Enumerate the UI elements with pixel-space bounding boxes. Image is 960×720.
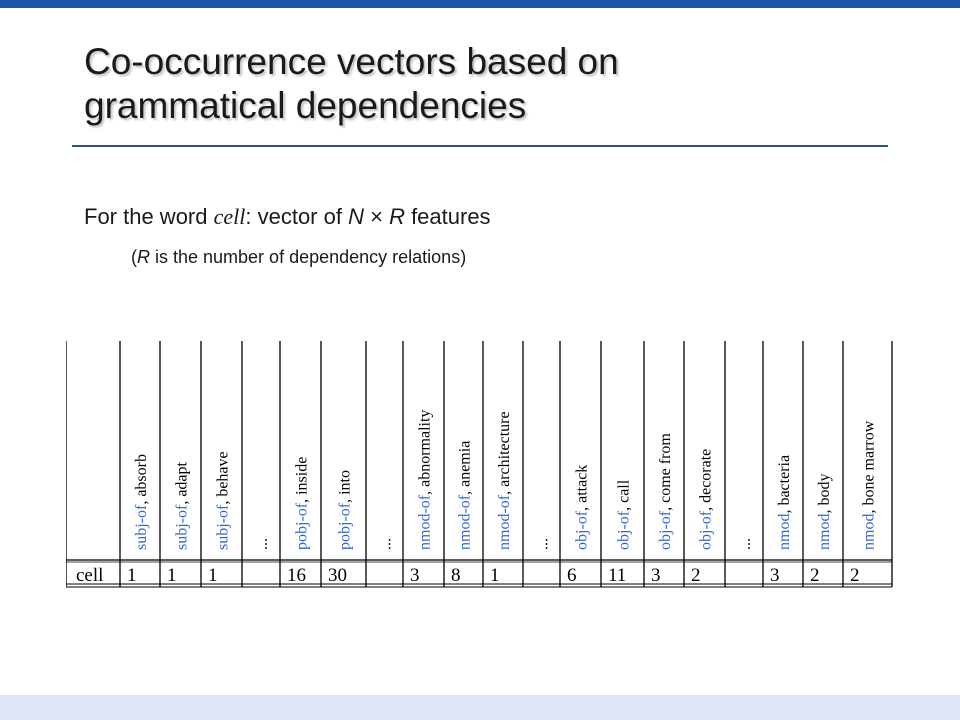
relation-label: subj-of: [173, 504, 191, 550]
relation-label: nmod: [776, 513, 793, 550]
column-header: [535, 538, 552, 550]
word-label: , attack: [573, 464, 591, 511]
note-open: (: [131, 247, 137, 267]
cell-value: 6: [567, 565, 577, 586]
word-label: ...: [254, 538, 271, 550]
subtitle-times: ×: [363, 204, 390, 229]
relation-label: nmod: [860, 513, 878, 550]
cell-value: 1: [127, 565, 137, 586]
subtitle-r: R: [389, 204, 405, 229]
word-label: , bacteria: [776, 454, 793, 514]
column-header: [496, 411, 513, 550]
word-label: , architecture: [496, 411, 513, 495]
title-line-2: grammatical dependencies: [84, 85, 527, 126]
row-label: cell: [76, 565, 104, 586]
relation-label: obj-of: [573, 510, 591, 550]
word-label: ...: [737, 538, 754, 550]
cell-value: 8: [451, 565, 461, 586]
column-header: [215, 451, 232, 550]
word-label: , anemia: [456, 440, 474, 495]
relation-label: pobj-of: [293, 502, 311, 550]
relation-label: obj-of: [697, 510, 715, 550]
relation-label: nmod-of: [456, 494, 474, 550]
word-label: , into: [336, 470, 354, 503]
cell-value: 1: [167, 565, 177, 586]
column-header: [861, 420, 878, 550]
column-header: [457, 441, 474, 550]
column-header: [294, 457, 311, 550]
word-label: , bone marrow: [860, 420, 878, 514]
cell-value: 11: [608, 565, 627, 586]
subtitle-note: [131, 247, 466, 268]
subtitle-mid: : vector of: [245, 204, 349, 229]
cell-value: 2: [850, 565, 860, 586]
word-label: , adapt: [173, 462, 191, 505]
word-label: ...: [377, 538, 395, 550]
relation-label: obj-of: [615, 510, 633, 550]
relation-label: pobj-of: [336, 502, 354, 550]
word-label: , absorb: [133, 454, 150, 505]
column-header: [337, 470, 354, 550]
top-accent-bar: [0, 0, 960, 8]
word-label: , body: [816, 473, 833, 514]
bottom-band: [0, 695, 960, 720]
title-underline: [72, 145, 888, 147]
title-line-1: Co-occurrence vectors based on: [84, 41, 619, 82]
cell-value: 2: [691, 565, 701, 586]
cell-value: 3: [651, 565, 661, 586]
word-label: , abnormality: [416, 409, 434, 495]
word-label: , decorate: [697, 448, 715, 511]
column-header: [378, 538, 395, 550]
note-rest: is the number of dependency relations): [150, 247, 467, 267]
subtitle-n: N: [348, 204, 364, 229]
relation-label: nmod: [816, 513, 833, 550]
word-label: , behave: [214, 451, 232, 505]
cell-value: 1: [208, 565, 218, 586]
cell-value: 30: [328, 565, 347, 586]
cell-value: 3: [410, 565, 420, 586]
slide-title: [84, 40, 619, 128]
word-label: ...: [534, 538, 552, 550]
word-label: , call: [615, 479, 633, 511]
column-header: [574, 465, 591, 550]
cooccurrence-table: [66, 337, 894, 593]
column-header: [254, 538, 271, 550]
cell-value: 16: [287, 565, 306, 586]
subtitle-suffix: features: [404, 204, 491, 229]
word-label: , inside: [293, 456, 311, 503]
cell-value: 1: [490, 565, 500, 586]
column-header: [417, 410, 434, 550]
subtitle-word: cell: [213, 204, 246, 229]
column-header: [616, 479, 633, 550]
relation-label: subj-of: [133, 504, 150, 550]
word-label: , come from: [657, 433, 674, 511]
column-header: [133, 454, 150, 550]
column-header: [816, 474, 833, 550]
column-header: [776, 455, 793, 550]
note-r: R: [137, 247, 150, 267]
column-header: [174, 461, 191, 550]
column-header: [737, 538, 754, 550]
relation-label: nmod-of: [496, 494, 513, 550]
subtitle-prefix: For the word: [84, 204, 214, 229]
cell-value: 3: [770, 565, 780, 586]
cell-value: 2: [810, 565, 820, 586]
subtitle: [84, 204, 491, 230]
relation-label: obj-of: [657, 510, 674, 550]
column-header: [657, 433, 674, 550]
relation-label: nmod-of: [416, 494, 434, 550]
column-header: [698, 449, 715, 550]
relation-label: subj-of: [214, 504, 232, 550]
